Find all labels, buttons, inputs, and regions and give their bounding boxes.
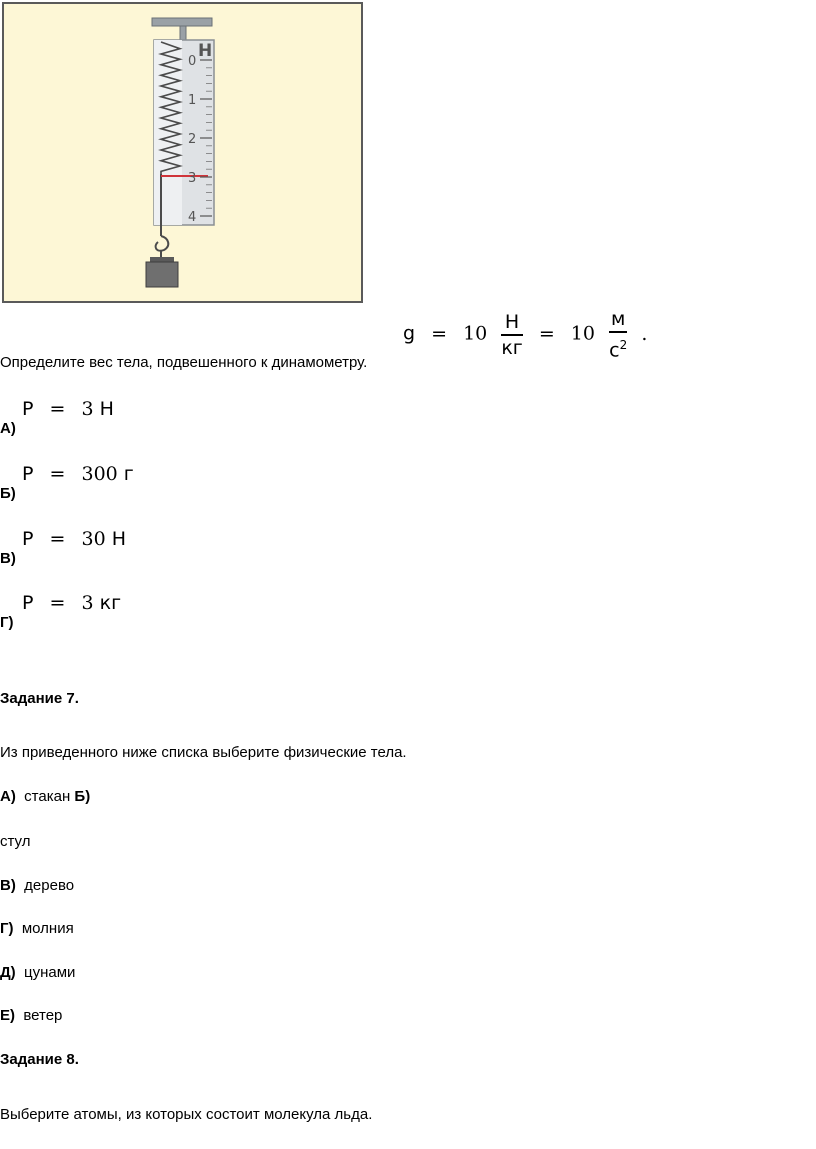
scale-label: 0: [188, 54, 197, 69]
unit-numerator: Н: [501, 312, 522, 336]
scale-label: 4: [188, 210, 197, 225]
g-value: 10: [463, 322, 488, 345]
task8-heading: Задание 8.: [0, 1051, 79, 1068]
task7-item-v: В) дерево: [0, 877, 75, 894]
task7-question: Из приведенного ниже списка выберите физические тела.: [0, 744, 407, 761]
task6-question: Определите вес тела, подвешенного к динамометру.: [0, 354, 368, 371]
option-d-label: Г): [0, 614, 14, 631]
item-a-label: А): [0, 788, 16, 805]
unit-numerator-2: м: [609, 309, 627, 333]
hook: [156, 236, 169, 251]
option-d-formula: P = 3 кг: [22, 592, 122, 614]
dynamometer-figure: [2, 2, 363, 303]
option-b-formula: P = 300 г: [22, 463, 134, 485]
unit-fraction-m-s2: [609, 309, 627, 360]
option-c-label: В): [0, 550, 16, 567]
equals-sign: =: [431, 322, 448, 345]
weight: [146, 262, 178, 287]
task7-item-d: Д) цунами: [0, 964, 76, 981]
task7-line1: [0, 788, 90, 806]
unit-denominator-2: $с^2$: [609, 338, 628, 362]
item-b-text: стул: [0, 833, 31, 850]
unit-denominator: кг: [501, 336, 523, 359]
option-c-formula: P = 30 Н: [22, 528, 127, 550]
dynamometer-illustration: [4, 4, 361, 301]
task7-item-g: Г) молния: [0, 920, 74, 937]
item-a-text: стакан: [24, 788, 71, 805]
option-a-formula: P = 3 Н: [22, 398, 114, 420]
option-a-label: А): [0, 420, 16, 437]
option-b-label: Б): [0, 485, 16, 502]
task7-heading: Задание 7.: [0, 690, 79, 707]
scale-label: 2: [188, 132, 197, 147]
scale-label: 3: [188, 171, 197, 186]
unit-fraction-n-kg: [501, 312, 522, 358]
task7-item-e: Е) ветер: [0, 1007, 63, 1024]
item-b-label: Б): [74, 788, 91, 805]
scale-unit: Н: [198, 41, 213, 61]
scale-label: 1: [188, 93, 197, 108]
g-symbol: g: [403, 322, 416, 345]
mount-stem: [180, 26, 186, 40]
equals-sign-2: =: [538, 322, 555, 345]
mount-bar: [152, 18, 212, 26]
formula-dot: .: [641, 322, 648, 345]
task8-question: Выберите атомы, из которых состоит молекула льда.: [0, 1106, 373, 1123]
g-formula: [403, 309, 647, 360]
dynamometer-spring-slot: [154, 40, 182, 225]
g-value-2: 10: [570, 322, 595, 345]
